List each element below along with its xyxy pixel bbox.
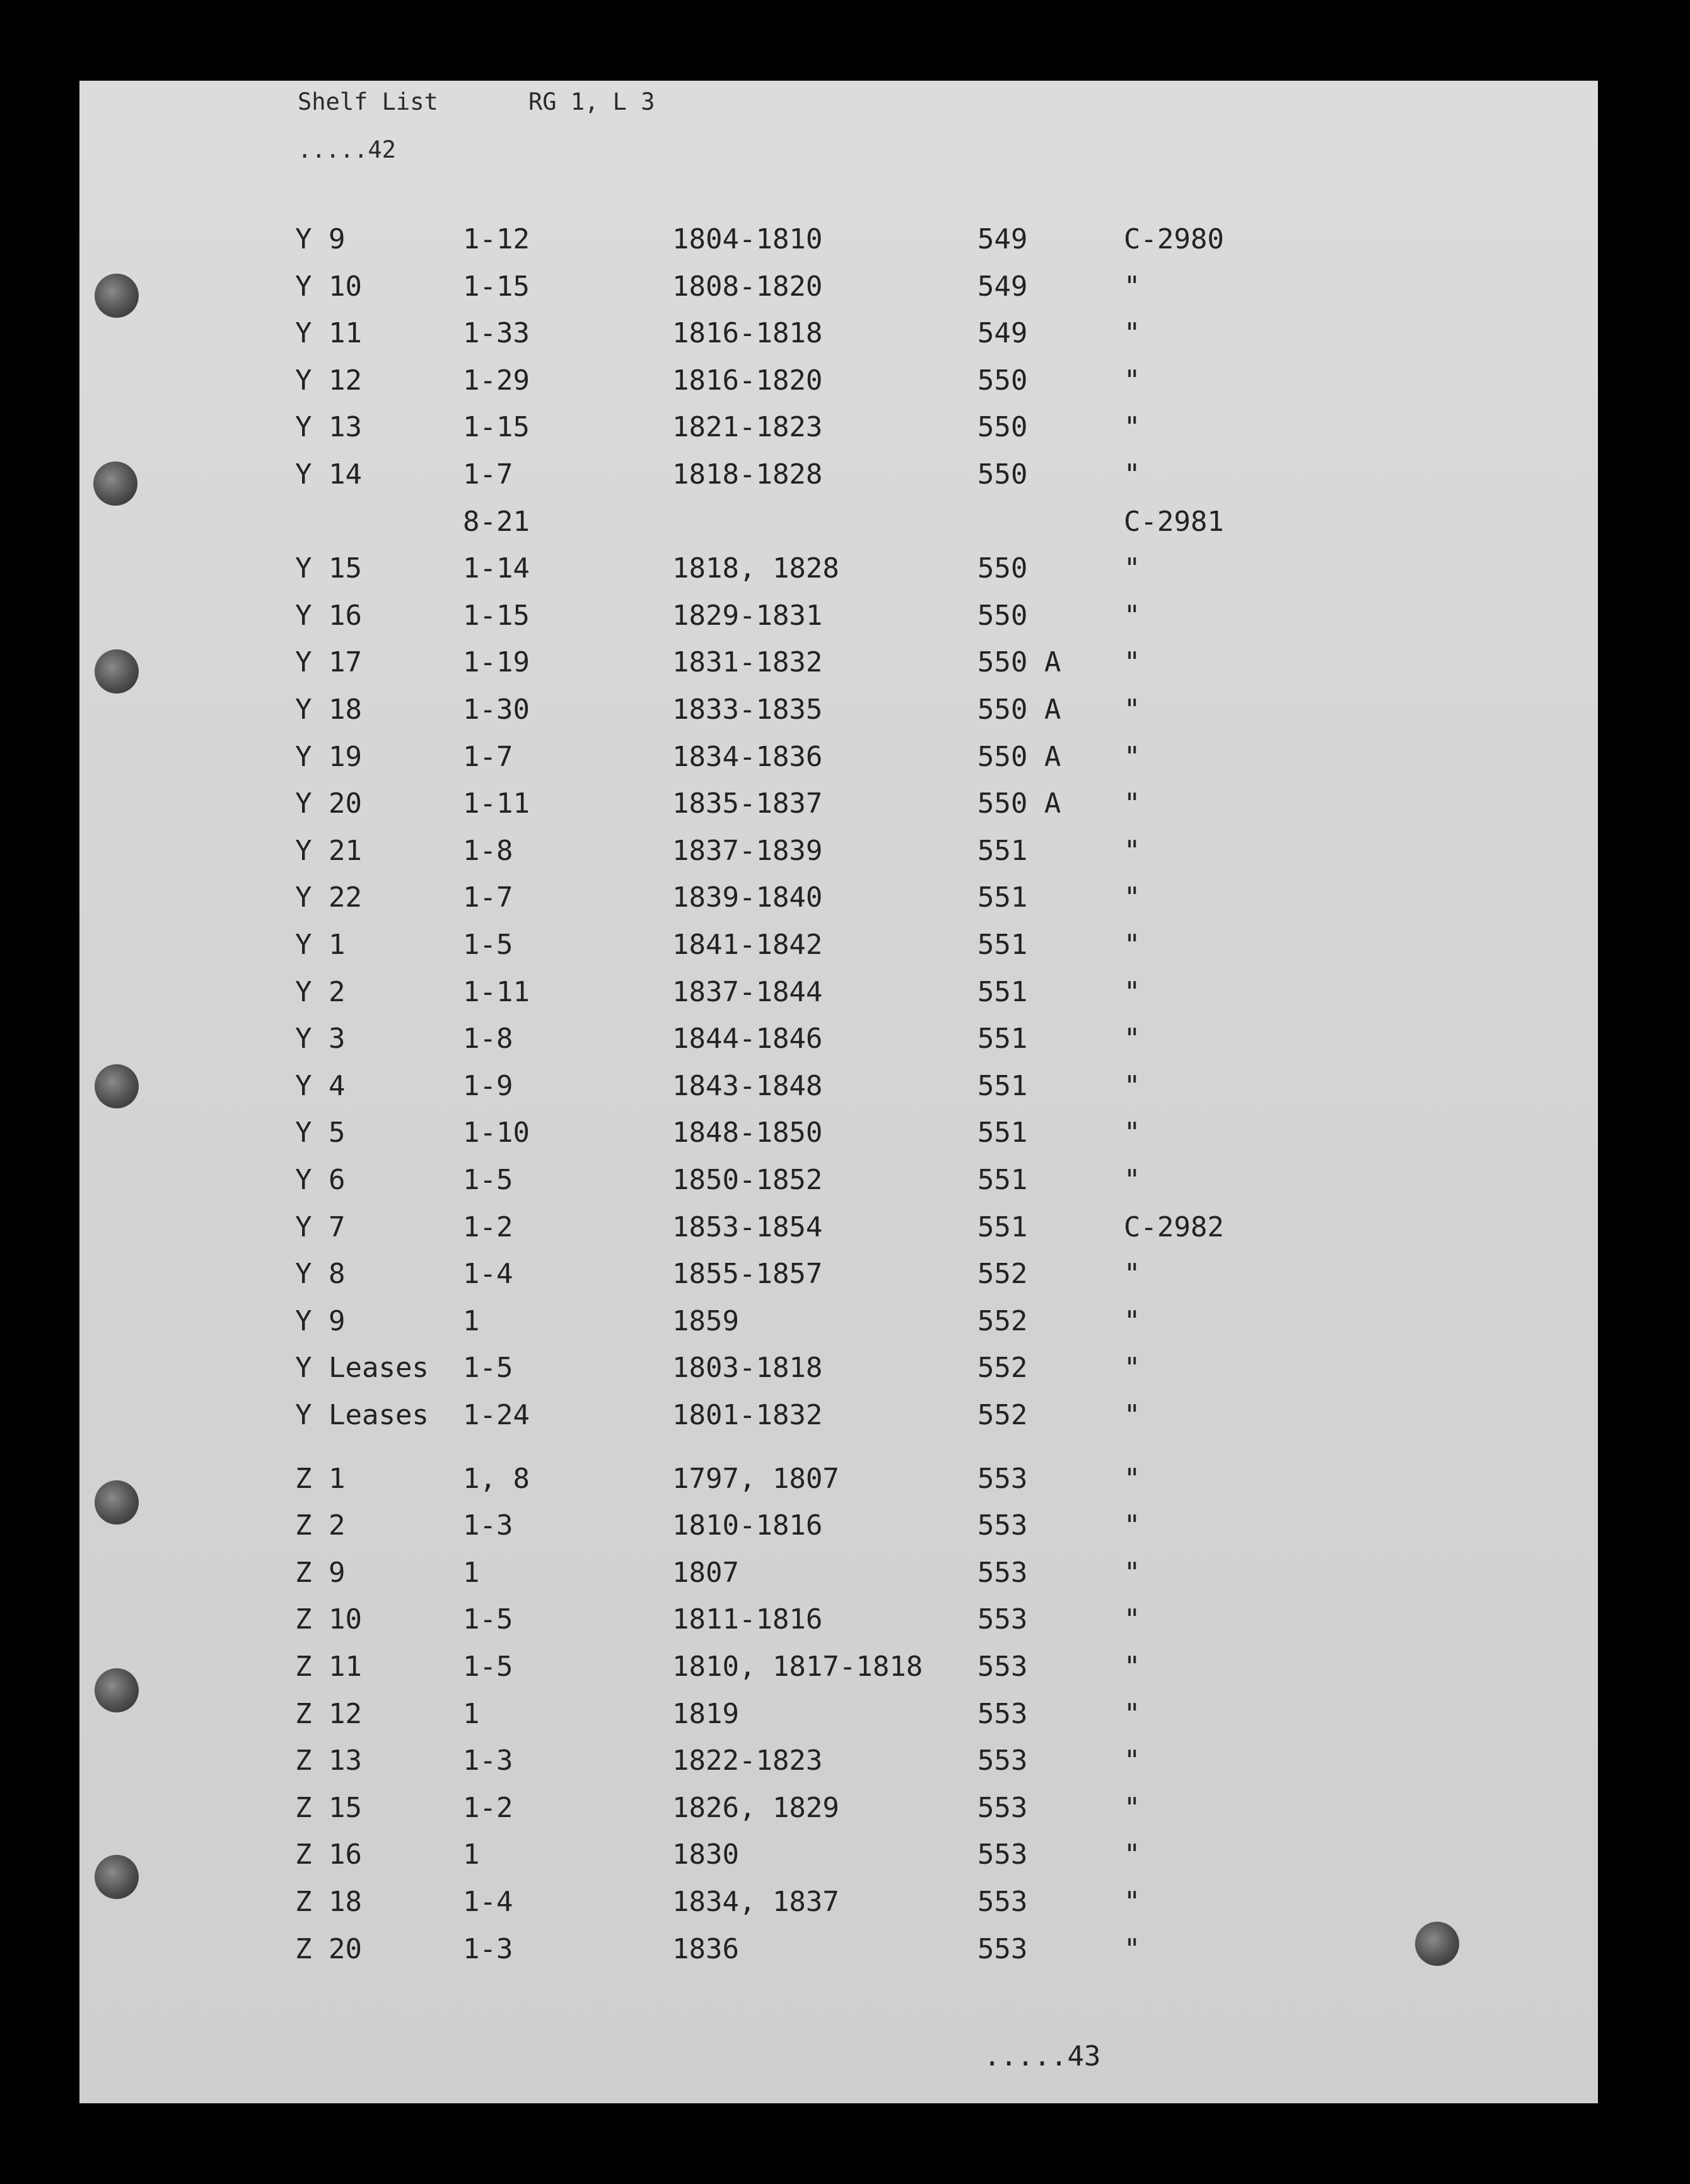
row-label-cell: Y 12 bbox=[295, 364, 362, 397]
row-dates-cell: 1807 bbox=[672, 1556, 739, 1589]
table-row bbox=[79, 315, 1598, 352]
row-label-cell: Y 10 bbox=[295, 270, 362, 303]
row-label-cell: Y 15 bbox=[295, 552, 362, 585]
row-items-cell: 1-5 bbox=[463, 1603, 513, 1636]
row-items-cell: 1-7 bbox=[463, 740, 513, 773]
row-label-cell: Z 15 bbox=[295, 1791, 362, 1824]
row-microfilm-cell: " bbox=[1124, 1304, 1141, 1337]
table-row bbox=[79, 1349, 1598, 1387]
row-dates-cell: 1831-1832 bbox=[672, 646, 823, 679]
punch-hole bbox=[93, 462, 137, 506]
row-box-cell: 553 bbox=[977, 1838, 1028, 1871]
row-label-cell: Y 1 bbox=[295, 929, 346, 961]
row-microfilm-cell: " bbox=[1124, 1509, 1141, 1542]
row-dates-cell: 1819 bbox=[672, 1697, 739, 1730]
table-row bbox=[79, 597, 1598, 635]
row-microfilm-cell: " bbox=[1124, 1556, 1141, 1589]
row-label-cell: Z 13 bbox=[295, 1745, 362, 1777]
table-row bbox=[79, 879, 1598, 917]
row-box-cell: 551 bbox=[977, 881, 1028, 914]
row-box-cell: 553 bbox=[977, 1791, 1028, 1824]
row-box-cell: 553 bbox=[977, 1462, 1028, 1495]
row-label-cell: Y 5 bbox=[295, 1117, 346, 1149]
row-label-cell: Y 13 bbox=[295, 411, 362, 444]
row-label-cell: Z 11 bbox=[295, 1651, 362, 1683]
table-row bbox=[79, 785, 1598, 823]
row-items-cell: 1-12 bbox=[463, 223, 530, 255]
row-items-cell: 1-2 bbox=[463, 1791, 513, 1824]
row-microfilm-cell: " bbox=[1124, 1838, 1141, 1871]
row-items-cell: 1-19 bbox=[463, 646, 530, 679]
row-microfilm-cell: C-2981 bbox=[1124, 505, 1224, 538]
row-items-cell: 1-4 bbox=[463, 1886, 513, 1918]
row-dates-cell: 1839-1840 bbox=[672, 881, 823, 914]
row-dates-cell: 1850-1852 bbox=[672, 1164, 823, 1196]
table-row bbox=[79, 691, 1598, 729]
row-dates-cell: 1822-1823 bbox=[672, 1745, 823, 1777]
table-row bbox=[79, 1883, 1598, 1921]
row-dates-cell: 1818-1828 bbox=[672, 458, 823, 491]
row-dates-cell: 1810-1816 bbox=[672, 1509, 823, 1542]
row-microfilm-cell: " bbox=[1124, 834, 1141, 867]
row-box-cell: 553 bbox=[977, 1697, 1028, 1730]
row-label-cell: Y 19 bbox=[295, 740, 362, 773]
row-dates-cell: 1843-1848 bbox=[672, 1069, 823, 1102]
row-dates-cell: 1848-1850 bbox=[672, 1117, 823, 1149]
punch-hole bbox=[95, 1668, 139, 1712]
table-row bbox=[79, 1209, 1598, 1246]
row-label-cell: Y 18 bbox=[295, 694, 362, 726]
row-items-cell: 1-11 bbox=[463, 787, 530, 820]
row-microfilm-cell: " bbox=[1124, 740, 1141, 773]
row-label-cell: Y 9 bbox=[295, 223, 346, 255]
row-label-cell: Z 18 bbox=[295, 1886, 362, 1918]
row-items-cell: 1-11 bbox=[463, 975, 530, 1008]
row-box-cell: 549 bbox=[977, 270, 1028, 303]
table-row bbox=[79, 1601, 1598, 1639]
row-microfilm-cell: " bbox=[1124, 411, 1141, 444]
row-dates-cell: 1859 bbox=[672, 1304, 739, 1337]
row-items-cell: 1-3 bbox=[463, 1745, 513, 1777]
row-dates-cell: 1855-1857 bbox=[672, 1258, 823, 1291]
row-box-cell: 551 bbox=[977, 1164, 1028, 1196]
row-box-cell: 553 bbox=[977, 1886, 1028, 1918]
footer-continued-to: .....43 bbox=[984, 2040, 1101, 2072]
row-items-cell: 1-7 bbox=[463, 881, 513, 914]
row-dates-cell: 1811-1816 bbox=[672, 1603, 823, 1636]
row-microfilm-cell: " bbox=[1124, 1745, 1141, 1777]
row-microfilm-cell: " bbox=[1124, 1069, 1141, 1102]
row-items-cell: 1-7 bbox=[463, 458, 513, 491]
row-box-cell: 551 bbox=[977, 1023, 1028, 1055]
table-row bbox=[79, 1648, 1598, 1686]
row-microfilm-cell: " bbox=[1124, 975, 1141, 1008]
row-dates-cell: 1797, 1807 bbox=[672, 1462, 839, 1495]
row-box-cell: 550 bbox=[977, 552, 1028, 585]
document-page bbox=[79, 81, 1598, 2103]
row-box-cell: 551 bbox=[977, 1069, 1028, 1102]
row-dates-cell: 1810, 1817-1818 bbox=[672, 1651, 923, 1683]
row-microfilm-cell: " bbox=[1124, 1886, 1141, 1918]
row-label-cell: Z 1 bbox=[295, 1462, 346, 1495]
row-box-cell: 551 bbox=[977, 929, 1028, 961]
row-items-cell: 1 bbox=[463, 1556, 480, 1589]
table-row bbox=[79, 738, 1598, 776]
row-label-cell: Y 17 bbox=[295, 646, 362, 679]
row-items-cell: 1-3 bbox=[463, 1509, 513, 1542]
table-row bbox=[79, 1742, 1598, 1780]
row-microfilm-cell: C-2980 bbox=[1124, 223, 1224, 255]
row-dates-cell: 1837-1839 bbox=[672, 834, 823, 867]
row-dates-cell: 1834-1836 bbox=[672, 740, 823, 773]
row-items-cell: 1-15 bbox=[463, 599, 530, 632]
row-dates-cell: 1821-1823 bbox=[672, 411, 823, 444]
table-row bbox=[79, 1836, 1598, 1874]
row-items-cell: 1-29 bbox=[463, 364, 530, 397]
row-items-cell: 1-33 bbox=[463, 317, 530, 350]
row-items-cell: 1-5 bbox=[463, 1352, 513, 1385]
row-microfilm-cell: " bbox=[1124, 270, 1141, 303]
row-dates-cell: 1841-1842 bbox=[672, 929, 823, 961]
row-box-cell: 552 bbox=[977, 1352, 1028, 1385]
row-dates-cell: 1834, 1837 bbox=[672, 1886, 839, 1918]
row-dates-cell: 1808-1820 bbox=[672, 270, 823, 303]
table-row bbox=[79, 362, 1598, 400]
row-box-cell: 551 bbox=[977, 834, 1028, 867]
row-items-cell: 1-10 bbox=[463, 1117, 530, 1149]
row-label-cell: Y 9 bbox=[295, 1304, 346, 1337]
row-items-cell: 1-15 bbox=[463, 270, 530, 303]
table-row bbox=[79, 1161, 1598, 1199]
table-row bbox=[79, 268, 1598, 306]
header-title: Shelf List bbox=[298, 88, 438, 115]
table-row bbox=[79, 1114, 1598, 1152]
row-items-cell: 1-8 bbox=[463, 834, 513, 867]
row-label-cell: Y 11 bbox=[295, 317, 362, 350]
table-row bbox=[79, 1020, 1598, 1058]
row-box-cell: 549 bbox=[977, 317, 1028, 350]
row-items-cell: 1-9 bbox=[463, 1069, 513, 1102]
row-box-cell: 551 bbox=[977, 1211, 1028, 1243]
row-label-cell: Y 14 bbox=[295, 458, 362, 491]
row-label-cell: Z 12 bbox=[295, 1697, 362, 1730]
row-box-cell: 552 bbox=[977, 1399, 1028, 1431]
row-box-cell: 550 bbox=[977, 458, 1028, 491]
row-label-cell: Z 2 bbox=[295, 1509, 346, 1542]
row-dates-cell: 1833-1835 bbox=[672, 694, 823, 726]
table-row bbox=[79, 1255, 1598, 1293]
row-microfilm-cell: " bbox=[1124, 552, 1141, 585]
row-box-cell: 550 A bbox=[977, 787, 1061, 820]
row-microfilm-cell: " bbox=[1124, 364, 1141, 397]
row-items-cell: 1-30 bbox=[463, 694, 530, 726]
row-box-cell: 553 bbox=[977, 1932, 1028, 1965]
punch-hole bbox=[95, 1480, 139, 1525]
row-microfilm-cell: " bbox=[1124, 694, 1141, 726]
row-box-cell: 550 A bbox=[977, 694, 1061, 726]
row-label-cell: Y 21 bbox=[295, 834, 362, 867]
table-row bbox=[79, 456, 1598, 494]
table-row bbox=[79, 221, 1598, 258]
row-dates-cell: 1830 bbox=[672, 1838, 739, 1871]
table-row bbox=[79, 550, 1598, 588]
row-dates-cell: 1803-1818 bbox=[672, 1352, 823, 1385]
row-items-cell: 1-15 bbox=[463, 411, 530, 444]
row-label-cell: Z 20 bbox=[295, 1932, 362, 1965]
row-microfilm-cell: " bbox=[1124, 881, 1141, 914]
row-dates-cell: 1837-1844 bbox=[672, 975, 823, 1008]
row-label-cell: Y Leases bbox=[295, 1352, 429, 1385]
row-items-cell: 1-5 bbox=[463, 1651, 513, 1683]
table-row bbox=[79, 1931, 1598, 1968]
row-box-cell: 550 bbox=[977, 599, 1028, 632]
row-dates-cell: 1818, 1828 bbox=[672, 552, 839, 585]
row-dates-cell: 1801-1832 bbox=[672, 1399, 823, 1431]
row-label-cell: Y Leases bbox=[295, 1399, 429, 1431]
row-label-cell: Y 7 bbox=[295, 1211, 346, 1243]
row-microfilm-cell: " bbox=[1124, 1462, 1141, 1495]
row-microfilm-cell: " bbox=[1124, 646, 1141, 679]
row-items-cell: 1-5 bbox=[463, 1164, 513, 1196]
row-label-cell: Z 16 bbox=[295, 1838, 362, 1871]
table-row bbox=[79, 1460, 1598, 1498]
row-dates-cell: 1844-1846 bbox=[672, 1023, 823, 1055]
row-microfilm-cell: " bbox=[1124, 1023, 1141, 1055]
table-row bbox=[79, 1507, 1598, 1545]
row-microfilm-cell: " bbox=[1124, 458, 1141, 491]
table-row bbox=[79, 1303, 1598, 1340]
row-label-cell: Y 16 bbox=[295, 599, 362, 632]
row-microfilm-cell: " bbox=[1124, 1258, 1141, 1291]
row-microfilm-cell: C-2982 bbox=[1124, 1211, 1224, 1243]
row-microfilm-cell: " bbox=[1124, 787, 1141, 820]
row-box-cell: 550 A bbox=[977, 646, 1061, 679]
row-microfilm-cell: " bbox=[1124, 929, 1141, 961]
row-items-cell: 1 bbox=[463, 1838, 480, 1871]
punch-hole bbox=[95, 1855, 139, 1899]
row-dates-cell: 1816-1820 bbox=[672, 364, 823, 397]
row-microfilm-cell: " bbox=[1124, 1164, 1141, 1196]
row-label-cell: Y 3 bbox=[295, 1023, 346, 1055]
row-box-cell: 550 bbox=[977, 411, 1028, 444]
table-row bbox=[79, 644, 1598, 682]
row-dates-cell: 1804-1810 bbox=[672, 223, 823, 255]
row-microfilm-cell: " bbox=[1124, 1651, 1141, 1683]
row-dates-cell: 1826, 1829 bbox=[672, 1791, 839, 1824]
header-continued-from: .....42 bbox=[298, 136, 396, 163]
row-items-cell: 1-3 bbox=[463, 1932, 513, 1965]
row-box-cell: 551 bbox=[977, 975, 1028, 1008]
punch-hole bbox=[95, 1064, 139, 1108]
table-row bbox=[79, 1554, 1598, 1592]
row-items-cell: 1-4 bbox=[463, 1258, 513, 1291]
punch-hole bbox=[95, 274, 139, 318]
table-row bbox=[79, 1397, 1598, 1434]
row-box-cell: 552 bbox=[977, 1258, 1028, 1291]
row-microfilm-cell: " bbox=[1124, 1791, 1141, 1824]
row-box-cell: 553 bbox=[977, 1556, 1028, 1589]
row-items-cell: 1, 8 bbox=[463, 1462, 530, 1495]
row-dates-cell: 1836 bbox=[672, 1932, 739, 1965]
table-row bbox=[79, 1695, 1598, 1733]
row-items-cell: 1 bbox=[463, 1304, 480, 1337]
row-label-cell: Y 20 bbox=[295, 787, 362, 820]
row-label-cell: Y 2 bbox=[295, 975, 346, 1008]
row-microfilm-cell: " bbox=[1124, 599, 1141, 632]
table-row bbox=[79, 1067, 1598, 1105]
row-items-cell: 1-2 bbox=[463, 1211, 513, 1243]
row-items-cell: 1-14 bbox=[463, 552, 530, 585]
row-microfilm-cell: " bbox=[1124, 1697, 1141, 1730]
row-box-cell: 553 bbox=[977, 1603, 1028, 1636]
row-label-cell: Y 22 bbox=[295, 881, 362, 914]
row-dates-cell: 1816-1818 bbox=[672, 317, 823, 350]
row-microfilm-cell: " bbox=[1124, 1932, 1141, 1965]
row-microfilm-cell: " bbox=[1124, 317, 1141, 350]
row-microfilm-cell: " bbox=[1124, 1117, 1141, 1149]
punch-hole bbox=[95, 649, 139, 694]
row-dates-cell: 1835-1837 bbox=[672, 787, 823, 820]
row-items-cell: 1-5 bbox=[463, 929, 513, 961]
row-box-cell: 553 bbox=[977, 1745, 1028, 1777]
row-box-cell: 550 A bbox=[977, 740, 1061, 773]
row-box-cell: 553 bbox=[977, 1509, 1028, 1542]
row-box-cell: 552 bbox=[977, 1304, 1028, 1337]
row-label-cell: Z 9 bbox=[295, 1556, 346, 1589]
table-row bbox=[79, 503, 1598, 541]
row-box-cell: 549 bbox=[977, 223, 1028, 255]
row-items-cell: 1-8 bbox=[463, 1023, 513, 1055]
row-box-cell: 553 bbox=[977, 1651, 1028, 1683]
header-record-group: RG 1, L 3 bbox=[528, 88, 655, 115]
row-box-cell: 550 bbox=[977, 364, 1028, 397]
row-dates-cell: 1829-1831 bbox=[672, 599, 823, 632]
row-box-cell: 551 bbox=[977, 1117, 1028, 1149]
row-microfilm-cell: " bbox=[1124, 1352, 1141, 1385]
row-items-cell: 8-21 bbox=[463, 505, 530, 538]
row-items-cell: 1 bbox=[463, 1697, 480, 1730]
row-microfilm-cell: " bbox=[1124, 1603, 1141, 1636]
table-row bbox=[79, 832, 1598, 870]
row-items-cell: 1-24 bbox=[463, 1399, 530, 1431]
row-microfilm-cell: " bbox=[1124, 1399, 1141, 1431]
table-row bbox=[79, 1789, 1598, 1827]
punch-hole bbox=[1415, 1922, 1459, 1966]
row-label-cell: Y 4 bbox=[295, 1069, 346, 1102]
row-label-cell: Y 8 bbox=[295, 1258, 346, 1291]
table-row bbox=[79, 409, 1598, 446]
table-row bbox=[79, 973, 1598, 1011]
table-row bbox=[79, 926, 1598, 964]
row-label-cell: Z 10 bbox=[295, 1603, 362, 1636]
row-dates-cell: 1853-1854 bbox=[672, 1211, 823, 1243]
row-label-cell: Y 6 bbox=[295, 1164, 346, 1196]
